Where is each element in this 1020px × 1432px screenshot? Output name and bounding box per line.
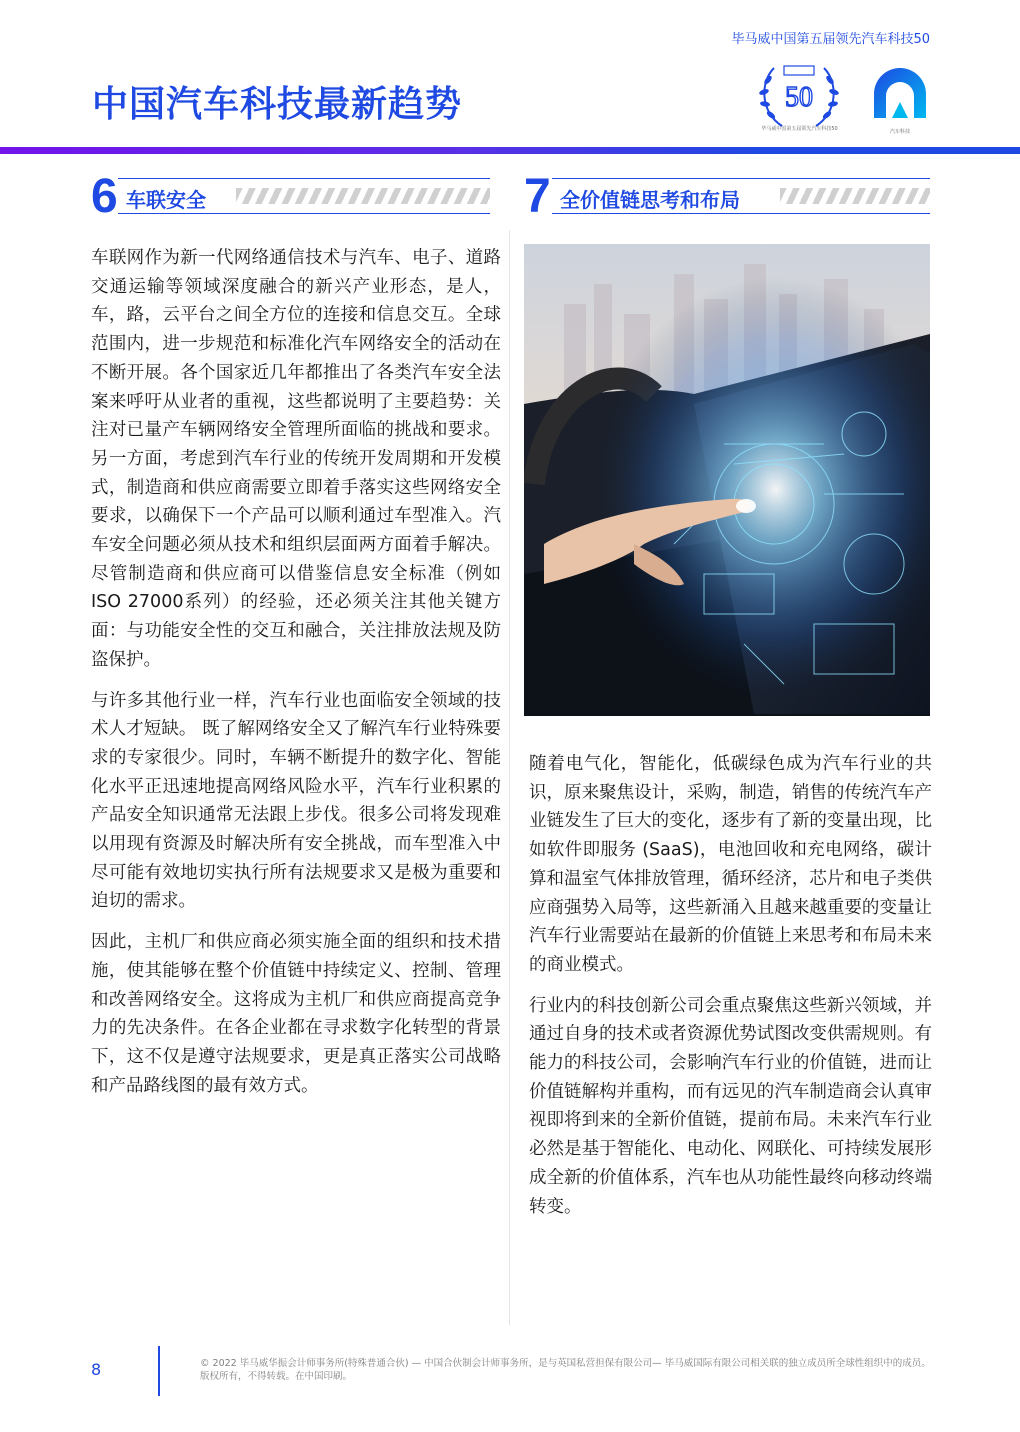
a-logo-icon	[868, 64, 932, 124]
svg-text:50: 50	[785, 82, 813, 113]
page-title: 中国汽车科技最新趋势	[92, 84, 463, 125]
paragraph: 随着电气化，智能化，低碳绿色成为汽车行业的共识，原来聚焦设计，采购，制造，销售的传统汽车产业链发生了巨大的变化，逐步有了新的变量出现，比如软件即服务 (SaaS)，电池回收和充电网络，碳计算和温室气体排放管理，循环经济，芯片和电子类供应商强势入局等，这些新涌入且越来越重要的变量让汽车行业需要站在最新的价值链上来思考和布局未来的商业模式。	[529, 754, 932, 975]
logo-caption: 汽车科技	[889, 129, 910, 135]
laurel-wreath-icon	[754, 60, 844, 136]
section-6-title: 车联安全	[126, 184, 214, 213]
heading-stripes	[780, 188, 930, 204]
laurel-emblem-logo	[754, 60, 844, 136]
section-7-title: 全价值链思考和布局	[560, 184, 748, 213]
section-6-body	[91, 244, 501, 1100]
section-7-number: 7	[524, 170, 551, 223]
hand-touching-dashboard-image	[524, 244, 930, 716]
paragraph: 车联网作为新一代网络通信技术与汽车、电子、道路交通运输等领域深度融合的新兴产业形态，是人，车，路，云平台之间全方位的连接和信息交互。全球范围内，进一步规范和标准化汽车网络安全的活动在不断开展。各个国家近几年都推出了各类汽车安全法案来呼吁从业者的重视，这些都说明了主要趋势：关注对已量产车辆网络安全管理所面临的挑战和要求。另一方面，考虑到汽车行业的传统开发周期和开发模式，制造商和供应商需要立即着手落实这些网络安全要求，以确保下一个产品可以顺利通过车型准入。汽车安全问题必须从技术和组织层面两方面着手解决。尽管制造商和供应商可以借鉴信息安全标准（例如ISO 27000系列）的经验，还必须关注其他关键方面：与功能安全性的交互和融合，关注排放法规及防盗保护。	[91, 248, 501, 670]
heading-stripes	[236, 188, 490, 204]
autotech-a-logo	[868, 64, 932, 124]
footer-rule	[158, 1346, 160, 1396]
report-series-label: 毕马威中国第五届领先汽车科技50	[731, 32, 930, 47]
section-6-number: 6	[91, 170, 118, 223]
section-6-heading	[118, 178, 490, 214]
legal-notice: © 2022 毕马威华振会计师事务所(特殊普通合伙) — 中国合伙制会计师事务所，是与英国私营担保有限公司— 毕马威国际有限公司相关联的独立成员所全球性组织中的成员。版权所有，不得转载。在中国印刷。	[200, 1358, 931, 1382]
car-touchscreen-photo	[524, 244, 930, 716]
emblem-caption: 毕马威中国第五届领先汽车科技50	[761, 126, 838, 132]
column-divider	[509, 230, 510, 1325]
header-gradient-bar	[0, 147, 1020, 154]
page-number: 8	[91, 1360, 102, 1379]
paragraph: 与许多其他行业一样，汽车行业也面临安全领域的技术人才短缺。 既了解网络安全又了解汽车行业特殊要求的专家很少。同时，车辆不断提升的数字化、智能化水平正迅速地提高网络风险水平，汽车行业积累的产品安全知识通常无法跟上步伐。很多公司将发现难以用现有资源及时解决所有安全挑战，而车型准入中尽可能有效地切实执行所有法规要求又是极为重要和迫切的需求。	[91, 690, 501, 912]
section-7-heading	[552, 178, 930, 214]
paragraph: 行业内的科技创新公司会重点聚焦这些新兴领域，并通过自身的技术或者资源优势试图改变供需规则。有能力的科技公司，会影响汽车行业的价值链，进而让价值链解构并重构，而有远见的汽车制造商会认真审视即将到来的全新价值链，提前布局。未来汽车行业必然是基于智能化、电动化、网联化、可持续发展形成全新的价值体系，汽车也从功能性最终向移动终端转变。	[529, 995, 932, 1217]
paragraph: 因此，主机厂和供应商必须实施全面的组织和技术措施，使其能够在整个价值链中持续定义、控制、管理和改善网络安全。这将成为主机厂和供应商提高竞争力的先决条件。在各企业都在寻求数字化转型的背景下，这不仅是遵守法规要求，更是真正落实公司战略和产品路线图的最有效方式。	[91, 932, 501, 1096]
section-7-body	[529, 750, 932, 1221]
